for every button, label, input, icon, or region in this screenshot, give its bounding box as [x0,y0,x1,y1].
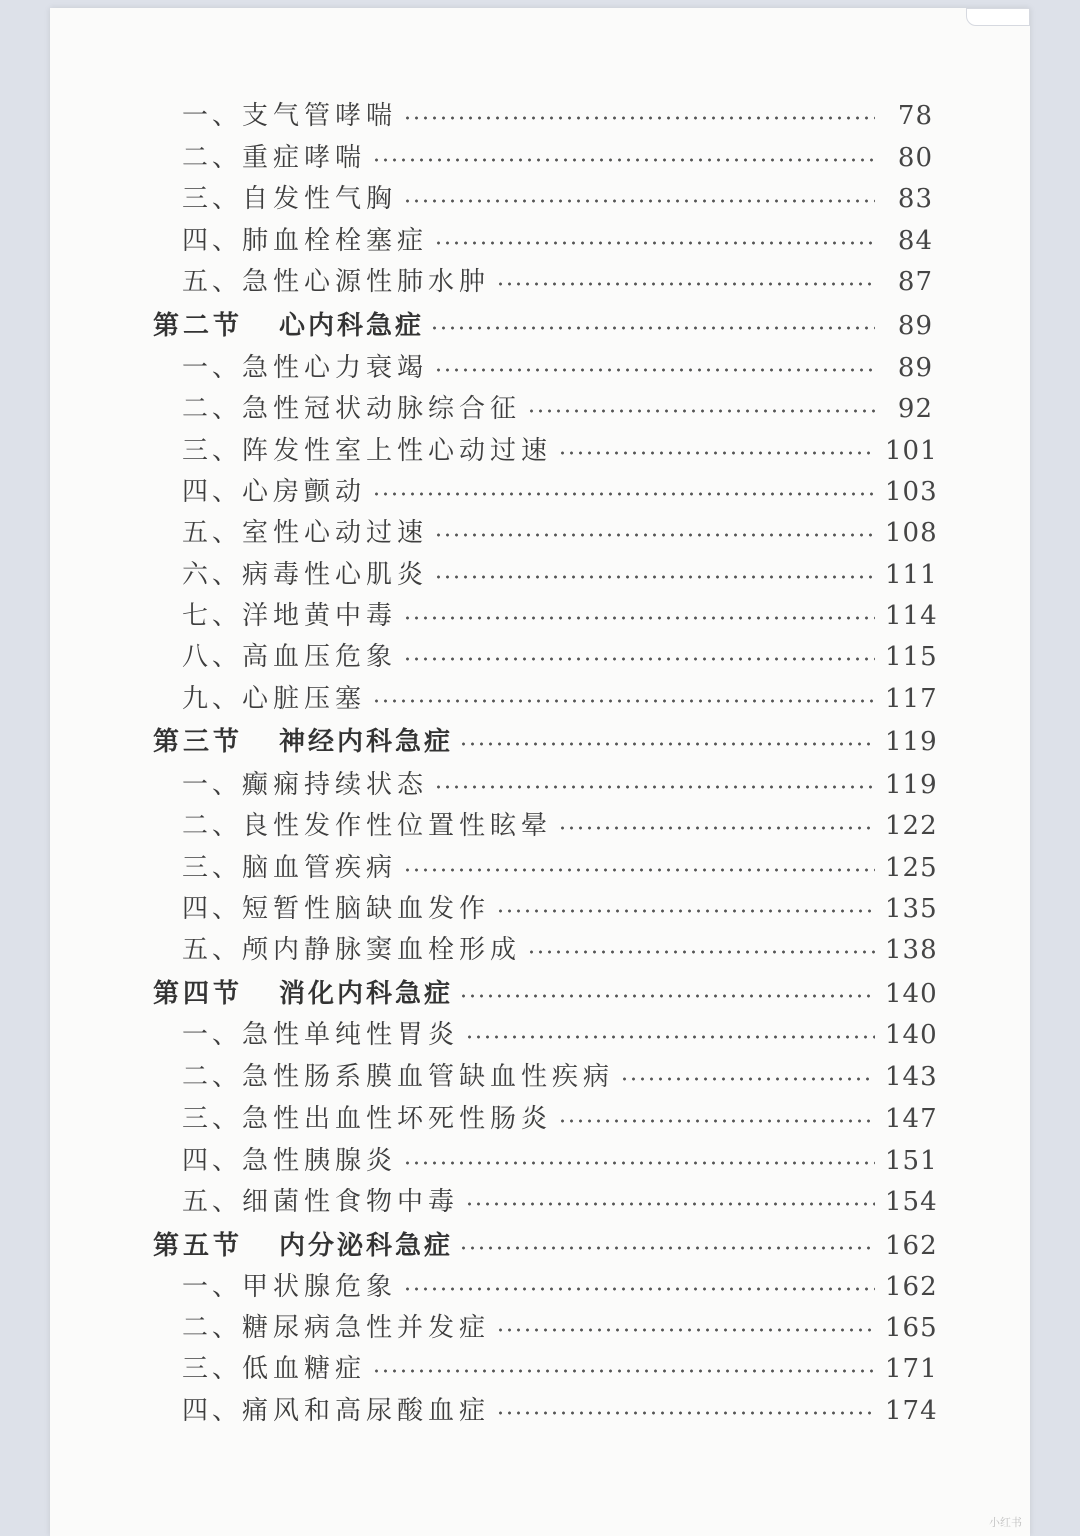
entry-title: 癫痫持续状态 [242,770,429,800]
entry-title: 良性发作性位置性眩晕 [242,811,553,841]
dot-leader [465,1034,875,1040]
entry-title: 自发性气胸 [242,184,398,214]
entry-number: 二、 [182,1062,243,1092]
dot-leader [434,784,875,790]
toc-entry [50,889,1030,929]
page-number: 103 [885,477,938,507]
entry-number: 二、 [182,143,243,173]
toc-section-entry [50,306,1030,346]
section-number: 第三节 [153,727,244,757]
toc-entry [50,1015,1030,1055]
page-number: 151 [885,1146,938,1176]
entry-title: 病毒性心肌炎 [242,560,429,590]
dot-leader [403,198,875,204]
dot-leader [434,532,875,538]
entry-number: 五、 [182,1187,243,1217]
page-number: 125 [885,853,938,883]
page-number: 83 [897,184,933,214]
entry-title: 心脏压塞 [242,684,367,714]
entry-number: 三、 [182,184,243,214]
page-number: 165 [885,1313,938,1343]
entry-number: 五、 [182,267,243,297]
watermark-logo: 小红书 [989,1516,1022,1529]
entry-number: 八、 [182,642,243,672]
page-number: 108 [885,518,938,548]
toc-entry [50,930,1030,970]
document-page [50,8,1030,1536]
toc-entry [50,806,1030,846]
entry-title: 重症哮喘 [242,143,367,173]
page-number: 140 [885,979,938,1009]
toc-section-entry [50,722,1030,762]
page-number: 101 [885,436,938,466]
entry-number: 二、 [182,811,243,841]
section-number: 第二节 [153,311,244,341]
toc-entry [50,1308,1030,1348]
page-number: 92 [897,394,933,424]
dot-leader [434,574,875,580]
page-number: 89 [897,311,933,341]
entry-number: 四、 [182,1146,243,1176]
page-number: 87 [897,267,933,297]
entry-number: 四、 [182,226,243,256]
entry-number: 五、 [182,935,243,965]
page-number: 174 [885,1396,938,1426]
entry-title: 急性冠状动脉综合征 [242,394,522,424]
dot-leader [558,1118,875,1124]
page-number: 114 [885,601,938,631]
page-number: 115 [885,642,938,672]
dot-leader [620,1076,875,1082]
section-title: 消化内科急症 [279,979,454,1009]
dot-leader [372,698,875,704]
dot-leader [527,949,875,955]
section-title: 心内科急症 [279,311,425,341]
page-number: 119 [885,727,938,757]
dot-leader [527,408,875,414]
entry-title: 脑血管疾病 [242,853,398,883]
dot-leader [459,741,875,747]
entry-number: 五、 [182,518,243,548]
toc-entry [50,765,1030,805]
entry-title: 短暂性脑缺血发作 [242,894,491,924]
dot-leader [558,825,875,831]
toc-entry [50,1182,1030,1222]
page-number: 111 [885,560,938,590]
entry-title: 低血糖症 [242,1354,367,1384]
entry-number: 四、 [182,894,243,924]
toc-entry [50,431,1030,471]
dot-leader [403,115,875,121]
entry-title: 颅内静脉窦血栓形成 [242,935,522,965]
toc-entry [50,472,1030,512]
toc-section-entry [50,974,1030,1014]
entry-title: 室性心动过速 [242,518,429,548]
toc-entry [50,555,1030,595]
dot-leader [403,656,875,662]
page-number: 138 [885,935,938,965]
entry-title: 急性单纯性胃炎 [242,1020,460,1050]
entry-title: 支气管哮喘 [242,101,398,131]
dot-leader [496,1410,875,1416]
entry-title: 肺血栓栓塞症 [242,226,429,256]
entry-number: 一、 [182,1272,243,1302]
dot-leader [403,1286,875,1292]
toc-entry [50,221,1030,261]
section-number: 第四节 [153,979,244,1009]
dot-leader [372,491,875,497]
page-number: 162 [885,1231,938,1261]
entry-number: 一、 [182,770,243,800]
toc-entry [50,848,1030,888]
dot-leader [403,867,875,873]
page-number: 117 [885,684,938,714]
dot-leader [465,1201,875,1207]
entry-number: 一、 [182,101,243,131]
section-title: 神经内科急症 [279,727,454,757]
entry-number: 七、 [182,601,243,631]
page-number: 119 [885,770,938,800]
dot-leader [459,993,875,999]
page-number: 80 [897,143,933,173]
toc-entry [50,679,1030,719]
page-number: 135 [885,894,938,924]
toc-entry [50,1141,1030,1181]
dot-leader [430,325,875,331]
dot-leader [403,615,875,621]
entry-title: 甲状腺危象 [242,1272,398,1302]
entry-number: 四、 [182,477,243,507]
toc-entry [50,637,1030,677]
entry-number: 一、 [182,353,243,383]
entry-title: 高血压危象 [242,642,398,672]
toc-entry [50,389,1030,429]
page-number: 122 [885,811,938,841]
toc-entry [50,262,1030,302]
entry-title: 急性胰腺炎 [242,1146,398,1176]
page-number: 84 [897,226,933,256]
entry-title: 心房颤动 [242,477,367,507]
dot-leader [403,1160,875,1166]
entry-title: 急性出血性坏死性肠炎 [242,1104,553,1134]
entry-number: 三、 [182,436,243,466]
toc-entry [50,1267,1030,1307]
entry-number: 九、 [182,684,243,714]
entry-number: 二、 [182,1313,243,1343]
entry-number: 三、 [182,1354,243,1384]
toc-entry [50,348,1030,388]
dot-leader [496,281,875,287]
dot-leader [434,240,875,246]
entry-number: 一、 [182,1020,243,1050]
page-number: 143 [885,1062,938,1092]
page-number: 78 [897,101,933,131]
entry-title: 痛风和高尿酸血症 [242,1396,491,1426]
page-number: 140 [885,1020,938,1050]
dot-leader [372,157,875,163]
entry-title: 急性肠系膜血管缺血性疾病 [242,1062,615,1092]
toc-entry [50,1391,1030,1431]
toc-section-entry [50,1226,1030,1266]
dot-leader [459,1245,875,1251]
entry-number: 三、 [182,853,243,883]
entry-number: 二、 [182,394,243,424]
page-number: 89 [897,353,933,383]
entry-title: 细菌性食物中毒 [242,1187,460,1217]
toc-entry [50,138,1030,178]
dot-leader [558,450,875,456]
entry-number: 六、 [182,560,243,590]
entry-title: 糖尿病急性并发症 [242,1313,491,1343]
toc-entry [50,179,1030,219]
dot-leader [496,908,875,914]
page-number: 171 [885,1354,938,1384]
toc-entry [50,96,1030,136]
toc-entry [50,1057,1030,1097]
section-title: 内分泌科急症 [279,1231,454,1261]
entry-number: 四、 [182,1396,243,1426]
toc-entry [50,513,1030,553]
toc-entry [50,1349,1030,1389]
entry-title: 洋地黄中毒 [242,601,398,631]
dot-leader [434,367,875,373]
page-corner-tab [966,8,1030,26]
entry-number: 三、 [182,1104,243,1134]
entry-title: 急性心源性肺水肿 [242,267,491,297]
entry-title: 急性心力衰竭 [242,353,429,383]
dot-leader [372,1368,875,1374]
page-number: 162 [885,1272,938,1302]
toc-entry [50,1099,1030,1139]
page-number: 154 [885,1187,938,1217]
toc-entry [50,596,1030,636]
section-number: 第五节 [153,1231,244,1261]
entry-title: 阵发性室上性心动过速 [242,436,553,466]
page-number: 147 [885,1104,938,1134]
dot-leader [496,1327,875,1333]
